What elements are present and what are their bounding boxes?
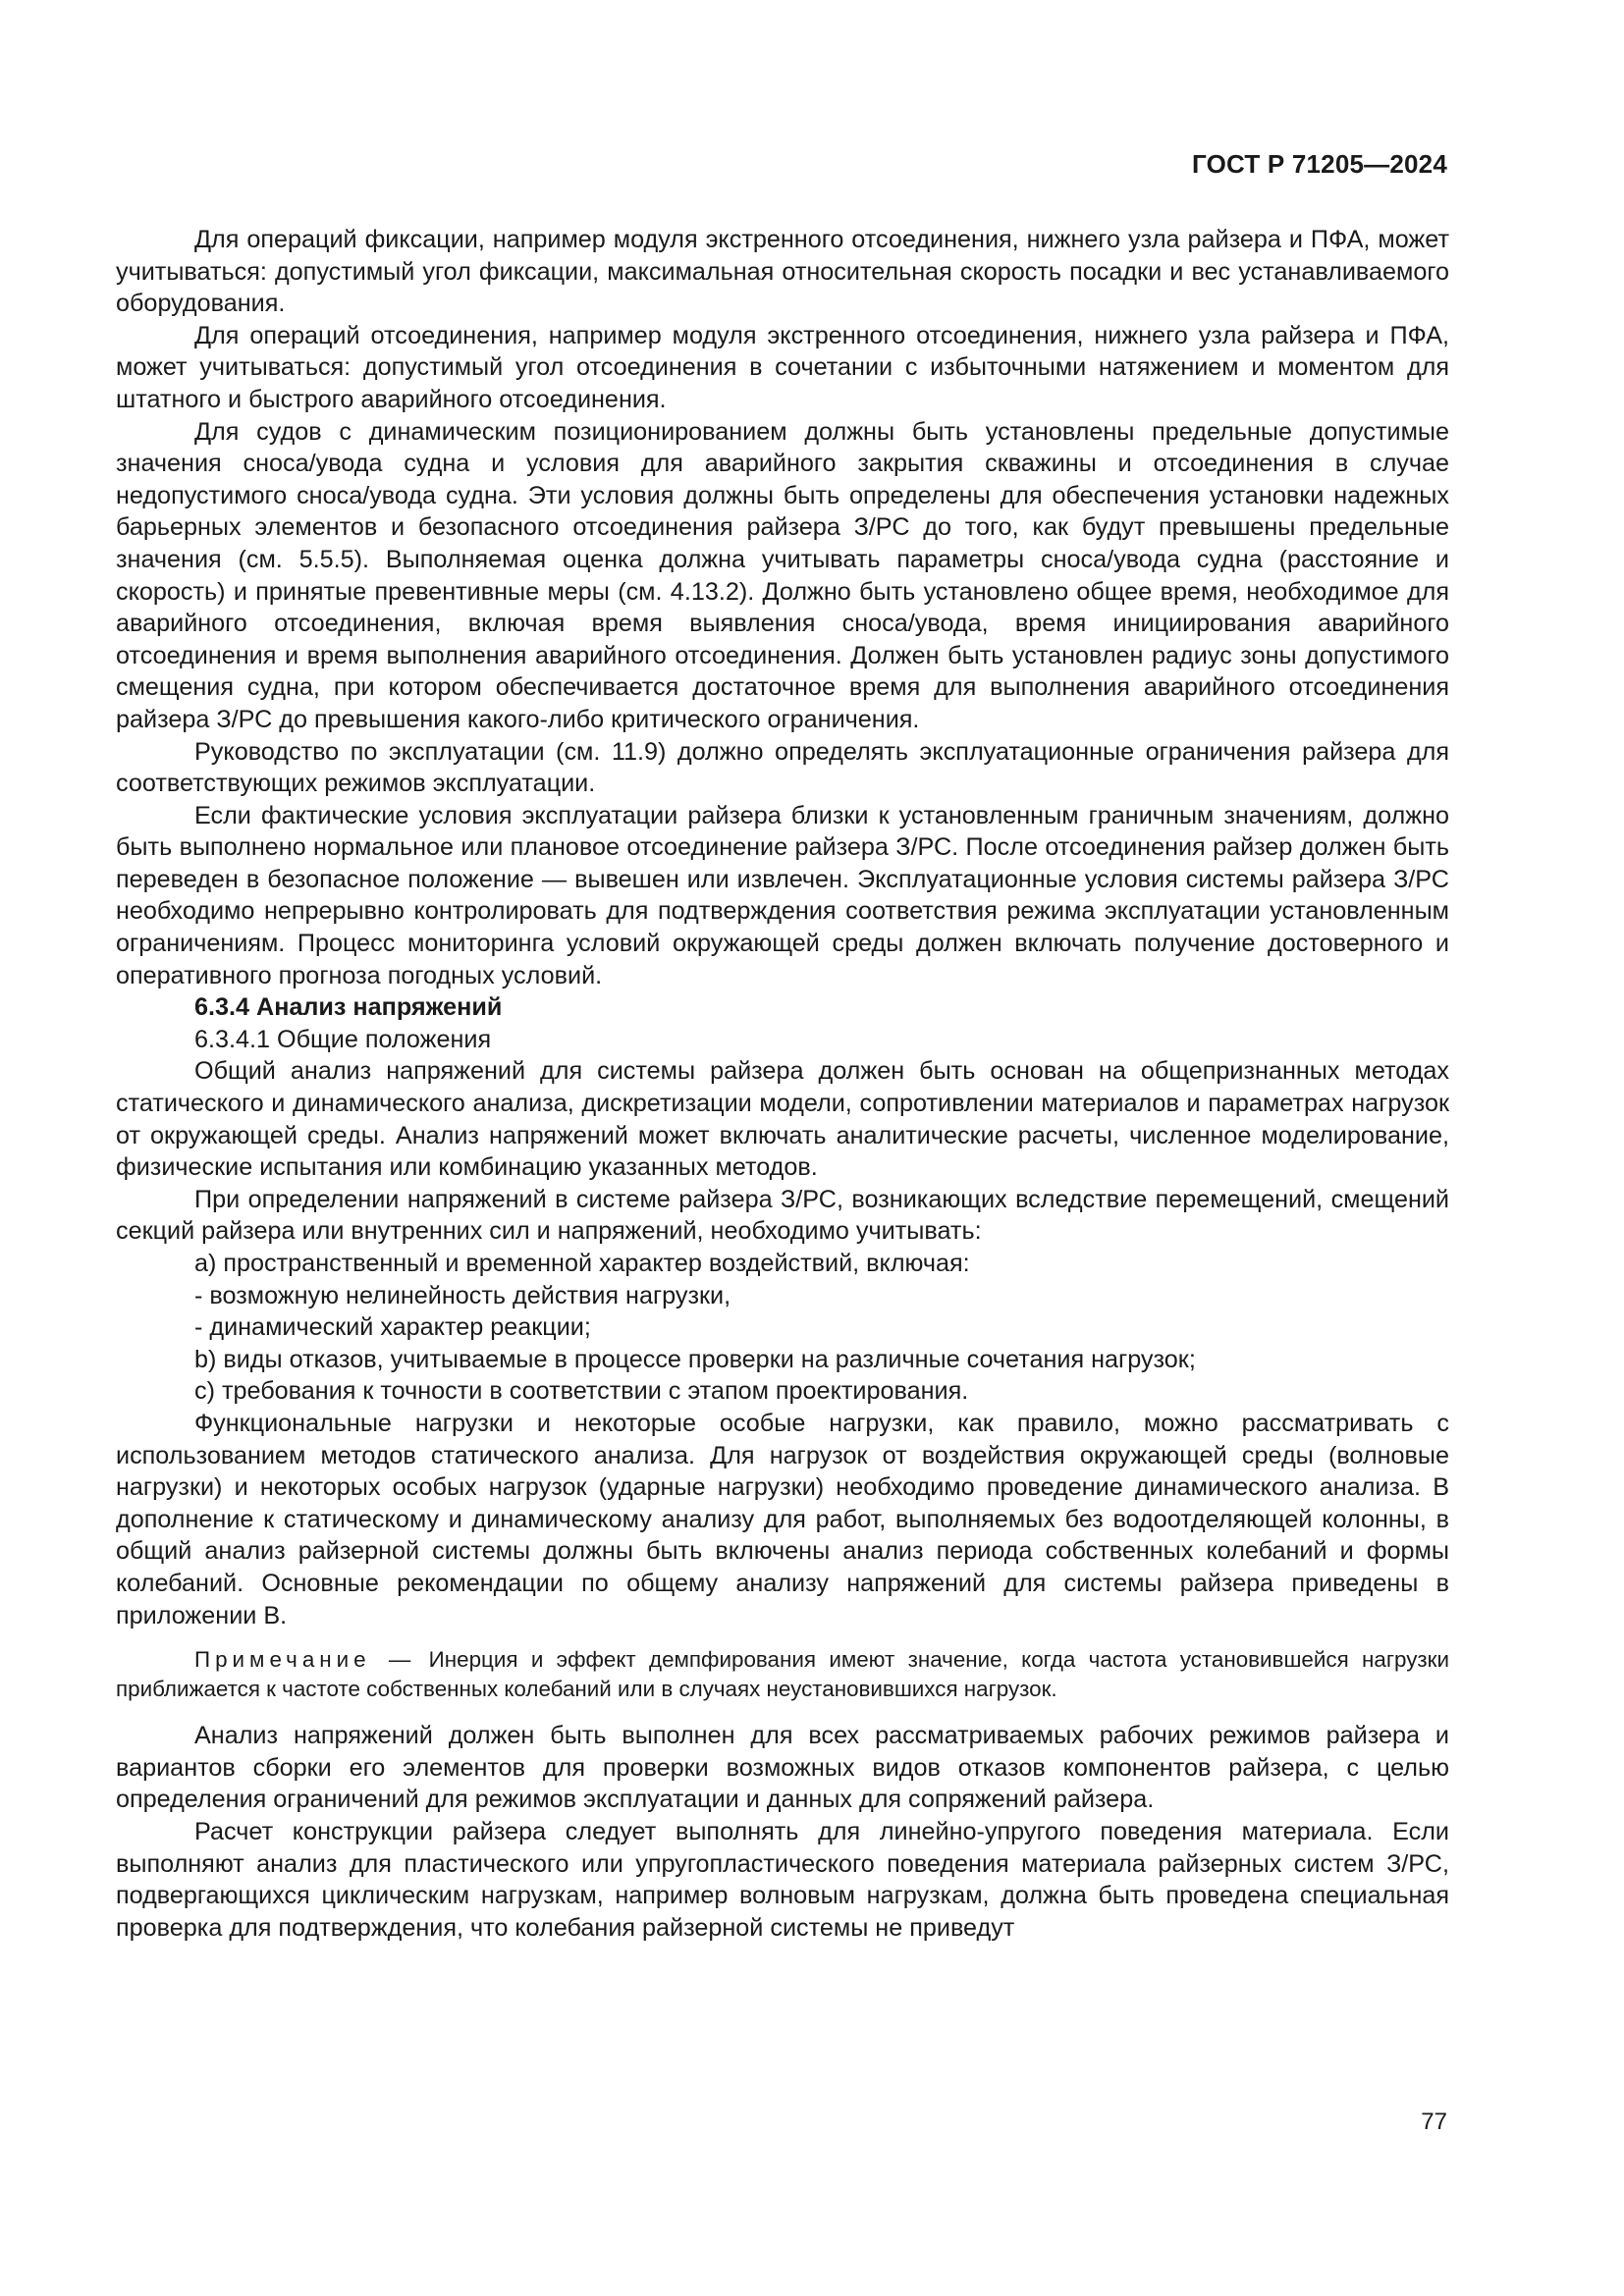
document-code-header: ГОСТ Р 71205—2024 — [1192, 149, 1447, 179]
paragraph: Анализ напряжений должен быть выполнен для всех рассматриваемых рабочих режимов райзера и вариантов сборки его элементов для проверки возможных видов отказов компонентов райзера, с целью определения ограничений для режимов эксплуатации и данных для сопряжений райзера. — [116, 1722, 1449, 1814]
document-body — [116, 224, 1449, 1944]
section-heading: 6.3.4 Анализ напряжений — [194, 993, 503, 1022]
paragraph: Расчет конструкции райзера следует выполнять для линейно-упругого поведения материала. Если выполняют анализ для пластического или упругопластического поведения материала райзерных систем З/РС, подвергающихся циклическим нагрузкам, например волновым нагрузкам, должна быть проведена специальная проверка для подтверждения, что колебания райзерной системы не приведут — [116, 1817, 1449, 1942]
list-item: - динамический характер реакции; — [194, 1313, 591, 1342]
page-number: 77 — [1421, 2109, 1447, 2135]
paragraph: Руководство по эксплуатации (см. 11.9) должно определять эксплуатационные ограничения райзера для соответствующих режимов эксплуатации. — [116, 737, 1449, 798]
paragraph: Для операций фиксации, например модуля экстренного отсоединения, нижнего узла райзера и ПФА, может учитываться: допустимый угол фиксации, максимальная относительная скорость посадки и вес устанавливаемого оборудования. — [116, 226, 1449, 318]
note — [116, 1645, 1449, 1704]
subsection-heading: 6.3.4.1 Общие положения — [194, 1025, 492, 1053]
paragraph: Для операций отсоединения, например модуля экстренного отсоединения, нижнего узла райзера и ПФА, может учитываться: допустимый угол отсоединения в сочетании с избыточными натяжением и моментом для штатного и быстрого аварийного отсоединения. — [116, 321, 1449, 413]
paragraph: Для судов с динамическим позиционированием должны быть установлены предельные допустимые значения сноса/увода судна и условия для аварийного закрытия скважины и отсоединения в случае недопустимого сноса/увода судна. Эти условия должны быть определены для обеспечения установки надежных барьерных элементов и безопасного отсоединения райзера З/РС до того, как будут превышены предельные значения (см. 5.5.5). Выполняемая оценка должна учитывать параметры сноса/увода судна (расстояние и скорость) и принятые превентивные меры (см. 4.13.2). Должно быть установлено общее время, необходимое для аварийного отсоединения, включая время выявления сноса/увода, время инициирования аварийного отсоединения и время выполнения аварийного отсоединения. Должен быть установлен радиус зоны допустимого смещения судна, при котором обеспечивается достаточное время для выполнения аварийного отсоединения райзера З/РС до превышения какого-либо критического ограничения. — [116, 417, 1449, 733]
list-item: - возможную нелинейность действия нагрузки, — [194, 1281, 731, 1309]
paragraph: Если фактические условия эксплуатации райзера близки к установленным граничным значениям, должно быть выполнено нормальное или плановое отсоединение райзера З/РС. После отсоединения райзер должен быть переведен в безопасное положение — вывешен или извлечен. Эксплуатационные условия системы райзера З/РС необходимо непрерывно контролировать для подтверждения соответствия режима эксплуатации установленным ограничениям. Процесс мониторинга условий окружающей среды должен включать получение достоверного и оперативного прогноза погодных условий. — [116, 801, 1449, 989]
list-item: b) виды отказов, учитываемые в процессе проверки на различные сочетания нагрузок; — [194, 1345, 1196, 1373]
list-item: c) требования к точности в соответствии с этапом проектирования. — [194, 1377, 969, 1406]
note-text: Инерция и эффект демпфирования имеют значение, когда частота установившейся нагрузки приближается к частоте собственных колебаний или в случаях неустановившихся нагрузок. — [116, 1647, 1449, 1702]
note-label: Примечание — — [194, 1647, 416, 1673]
list-item: a) пространственный и временной характер воздействий, включая: — [194, 1250, 970, 1277]
paragraph: При определении напряжений в системе райзера З/РС, возникающих вследствие перемещений, смещений секций райзера или внутренних сил и напряжений, необходимо учитывать: — [116, 1185, 1449, 1246]
paragraph: Общий анализ напряжений для системы райзера должен быть основан на общепризнанных методах статического и динамического анализа, дискретизации модели, сопротивлении материалов и параметрах нагрузок от окружающей среды. Анализ напряжений может включать аналитические расчеты, численное моделирование, физические испытания или комбинацию указанных методов. — [116, 1057, 1449, 1182]
paragraph: Функциональные нагрузки и некоторые особые нагрузки, как правило, можно рассматривать с использованием методов статического анализа. Для нагрузок от воздействия окружающей среды (волновые нагрузки) и некоторых особых нагрузок (ударные нагрузки) необходимо проведение динамического анализа. В дополнение к статическому и динамическому анализу для работ, выполняемых без водоотделяющей колонны, в общий анализ райзерной системы должны быть включены анализ периода собственных колебаний и формы колебаний. Основные рекомендации по общему анализу напряжений для системы райзера приведены в приложении В. — [116, 1409, 1449, 1629]
